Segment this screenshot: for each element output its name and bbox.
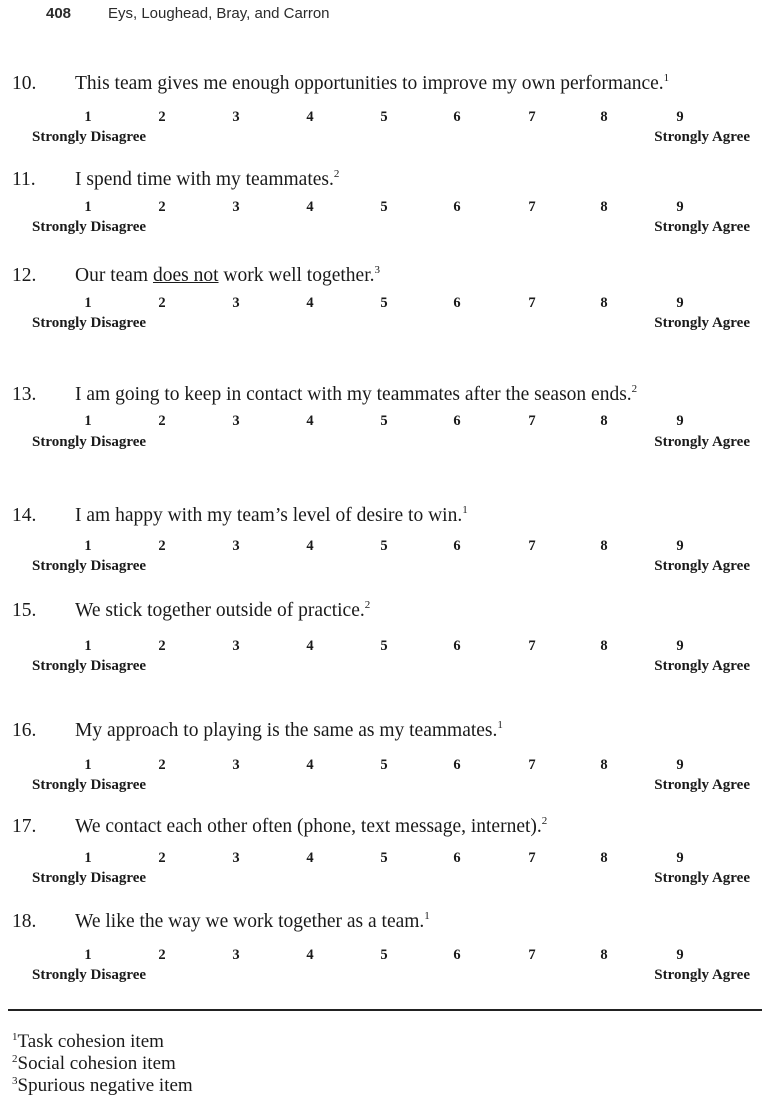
scale-option-7[interactable]: 7 [528,413,536,429]
scale-option-5[interactable]: 5 [380,947,388,963]
scale-option-6[interactable]: 6 [453,850,461,866]
scale-option-1[interactable]: 1 [84,413,92,429]
scale-anchors [0,219,768,237]
scale-option-9[interactable]: 9 [676,109,684,125]
scale-option-2[interactable]: 2 [158,850,166,866]
item-number: 17. [12,816,37,837]
scale-option-4[interactable]: 4 [306,850,314,866]
scale-option-4[interactable]: 4 [306,109,314,125]
scale-option-7[interactable]: 7 [528,109,536,125]
scale-option-2[interactable]: 2 [158,413,166,429]
item-question [0,169,768,193]
scale-option-5[interactable]: 5 [380,413,388,429]
scale-option-4[interactable]: 4 [306,199,314,215]
anchor-strongly-agree: Strongly Agree [654,967,750,983]
scale-option-6[interactable]: 6 [453,295,461,311]
scale-anchors [0,315,768,333]
footnote-2: $^2$Social cohesion item [12,1053,176,1074]
item-number: 13. [12,384,37,405]
anchor-strongly-disagree: Strongly Disagree [32,870,147,886]
footnote-marker: 1 [497,719,503,731]
item-question [0,720,768,744]
footnote-marker: 1 [663,72,670,84]
rating-scale [0,638,768,656]
item-text: My approach to playing is the same as my teammates.$^1$ [75,719,503,741]
scale-anchors [0,558,768,576]
anchor-strongly-agree: Strongly Agree [654,129,750,145]
scale-anchors [0,967,768,985]
scale-option-3[interactable]: 3 [232,199,240,215]
anchor-strongly-agree: Strongly Agree [654,434,750,450]
scale-option-3[interactable]: 3 [232,757,240,773]
anchor-strongly-disagree: Strongly Disagree [32,219,147,235]
item-number: 11. [12,169,36,190]
anchor-strongly-disagree: Strongly Disagree [32,658,147,674]
scale-option-6[interactable]: 6 [453,757,461,773]
scale-option-9[interactable]: 9 [676,638,684,654]
scale-option-9[interactable]: 9 [676,850,684,866]
scale-option-4[interactable]: 4 [306,757,314,773]
scale-option-6[interactable]: 6 [453,638,461,654]
item-question [0,505,768,529]
scale-option-4[interactable]: 4 [306,413,314,429]
scale-option-1[interactable]: 1 [84,850,92,866]
anchor-strongly-agree: Strongly Agree [654,315,750,331]
rating-scale [0,413,768,431]
scale-option-7[interactable]: 7 [528,295,536,311]
item-number: 14. [12,505,37,526]
scale-option-2[interactable]: 2 [158,638,166,654]
scale-option-2[interactable]: 2 [158,757,166,773]
anchor-strongly-agree: Strongly Agree [654,658,750,674]
scale-option-7[interactable]: 7 [528,199,536,215]
scale-option-6[interactable]: 6 [453,538,461,554]
scale-anchors [0,658,768,676]
scale-option-2[interactable]: 2 [158,538,166,554]
scale-option-8[interactable]: 8 [600,413,608,429]
scale-anchors [0,434,768,452]
rating-scale [0,538,768,556]
item-number: 18. [12,911,37,932]
scale-option-2[interactable]: 2 [158,109,166,125]
scale-option-3[interactable]: 3 [232,947,240,963]
scale-option-8[interactable]: 8 [600,638,608,654]
rating-scale [0,199,768,217]
footnote-marker: 2 [631,383,638,395]
anchor-strongly-disagree: Strongly Disagree [32,129,147,145]
footnote-marker: 2 [364,599,371,611]
scale-option-8[interactable]: 8 [600,295,608,311]
scale-option-8[interactable]: 8 [600,850,608,866]
scale-option-7[interactable]: 7 [528,638,536,654]
scale-option-1[interactable]: 1 [84,199,92,215]
anchor-strongly-disagree: Strongly Disagree [32,967,147,983]
item-question [0,384,768,408]
scale-option-7[interactable]: 7 [528,757,536,773]
rating-scale [0,757,768,775]
footnote-1: $^1$Task cohesion item [12,1031,164,1052]
scale-option-1[interactable]: 1 [84,538,92,554]
scale-option-6[interactable]: 6 [453,109,461,125]
footnote-marker: 2 [333,168,340,180]
anchor-strongly-agree: Strongly Agree [654,219,750,235]
running-head-authors: Eys, Loughead, Bray, and Carron [108,5,330,22]
rating-scale [0,850,768,868]
scale-anchors [0,129,768,147]
scale-option-5[interactable]: 5 [380,757,388,773]
scale-option-8[interactable]: 8 [600,757,608,773]
scale-option-7[interactable]: 7 [528,947,536,963]
scale-option-9[interactable]: 9 [676,413,684,429]
scale-option-8[interactable]: 8 [600,947,608,963]
anchor-strongly-disagree: Strongly Disagree [32,315,147,331]
scale-option-4[interactable]: 4 [306,638,314,654]
anchor-strongly-disagree: Strongly Disagree [32,558,147,574]
scale-option-3[interactable]: 3 [232,295,240,311]
anchor-strongly-disagree: Strongly Disagree [32,434,147,450]
scale-option-5[interactable]: 5 [380,199,388,215]
scale-anchors [0,777,768,795]
scale-option-3[interactable]: 3 [232,413,240,429]
footnote-marker: 1 [462,504,468,516]
scale-anchors [0,870,768,888]
scale-option-3[interactable]: 3 [232,850,240,866]
scale-option-5[interactable]: 5 [380,850,388,866]
rating-scale [0,947,768,965]
item-question [0,911,768,935]
scale-option-6[interactable]: 6 [453,413,461,429]
emphasis-underline: does not [152,265,219,286]
anchor-strongly-agree: Strongly Agree [654,777,750,793]
scale-option-9[interactable]: 9 [676,947,684,963]
scale-option-1[interactable]: 1 [84,947,92,963]
item-text: We stick together outside of practice.$^2$ [75,599,371,621]
item-number: 16. [12,720,37,741]
scale-option-2[interactable]: 2 [158,199,166,215]
scale-option-1[interactable]: 1 [84,295,92,311]
scale-option-5[interactable]: 5 [380,109,388,125]
item-question [0,816,768,840]
scale-option-6[interactable]: 6 [453,947,461,963]
scale-option-7[interactable]: 7 [528,850,536,866]
item-question [0,73,768,97]
scale-option-9[interactable]: 9 [676,199,684,215]
item-number: 12. [12,265,37,286]
item-question [0,600,768,624]
scale-option-7[interactable]: 7 [528,538,536,554]
scale-option-6[interactable]: 6 [453,199,461,215]
rating-scale [0,109,768,127]
item-question [0,265,768,289]
scale-option-8[interactable]: 8 [600,538,608,554]
scale-option-1[interactable]: 1 [84,757,92,773]
scale-option-9[interactable]: 9 [676,295,684,311]
anchor-strongly-disagree: Strongly Disagree [32,777,147,793]
anchor-strongly-agree: Strongly Agree [654,558,750,574]
anchor-strongly-agree: Strongly Agree [654,870,750,886]
footnote-divider [8,1009,762,1011]
scale-option-5[interactable]: 5 [380,638,388,654]
scale-option-4[interactable]: 4 [306,538,314,554]
scale-option-4[interactable]: 4 [306,295,314,311]
footnotes [12,1031,193,1097]
item-number: 10. [12,73,37,94]
scale-option-8[interactable]: 8 [600,109,608,125]
scale-option-2[interactable]: 2 [158,947,166,963]
scale-option-9[interactable]: 9 [676,757,684,773]
scale-option-3[interactable]: 3 [232,638,240,654]
item-text: I am going to keep in contact with my teammates after the season ends.$^2$ [75,383,638,405]
footnote-marker: 2 [541,815,548,827]
footnote-marker: 3 [374,264,380,276]
scale-option-2[interactable]: 2 [158,295,166,311]
footnote-3: $^3$Spurious negative item [12,1075,193,1096]
scale-option-5[interactable]: 5 [380,295,388,311]
page-number: 408 [46,5,72,22]
item-text: I spend time with my teammates.$^2$ [75,168,340,190]
scale-option-3[interactable]: 3 [232,538,240,554]
rating-scale [0,295,768,313]
scale-option-1[interactable]: 1 [84,638,92,654]
scale-option-3[interactable]: 3 [232,109,240,125]
item-text: We contact each other often (phone, text message, internet).$^2$ [75,815,548,837]
scale-option-9[interactable]: 9 [676,538,684,554]
item-text: This team gives me enough opportunities to improve my own performance.$^1$ [75,72,670,94]
item-text: We like the way we work together as a team.$^1$ [75,910,430,932]
item-text: I am happy with my team’s level of desire to win.$^1$ [75,504,468,526]
item-text: Our team does not work well together.$^3$ [75,264,380,286]
footnote-marker: 1 [424,910,430,922]
item-number: 15. [12,600,37,621]
running-header [0,5,768,27]
scale-option-4[interactable]: 4 [306,947,314,963]
scale-option-5[interactable]: 5 [380,538,388,554]
scale-option-1[interactable]: 1 [84,109,92,125]
scale-option-8[interactable]: 8 [600,199,608,215]
